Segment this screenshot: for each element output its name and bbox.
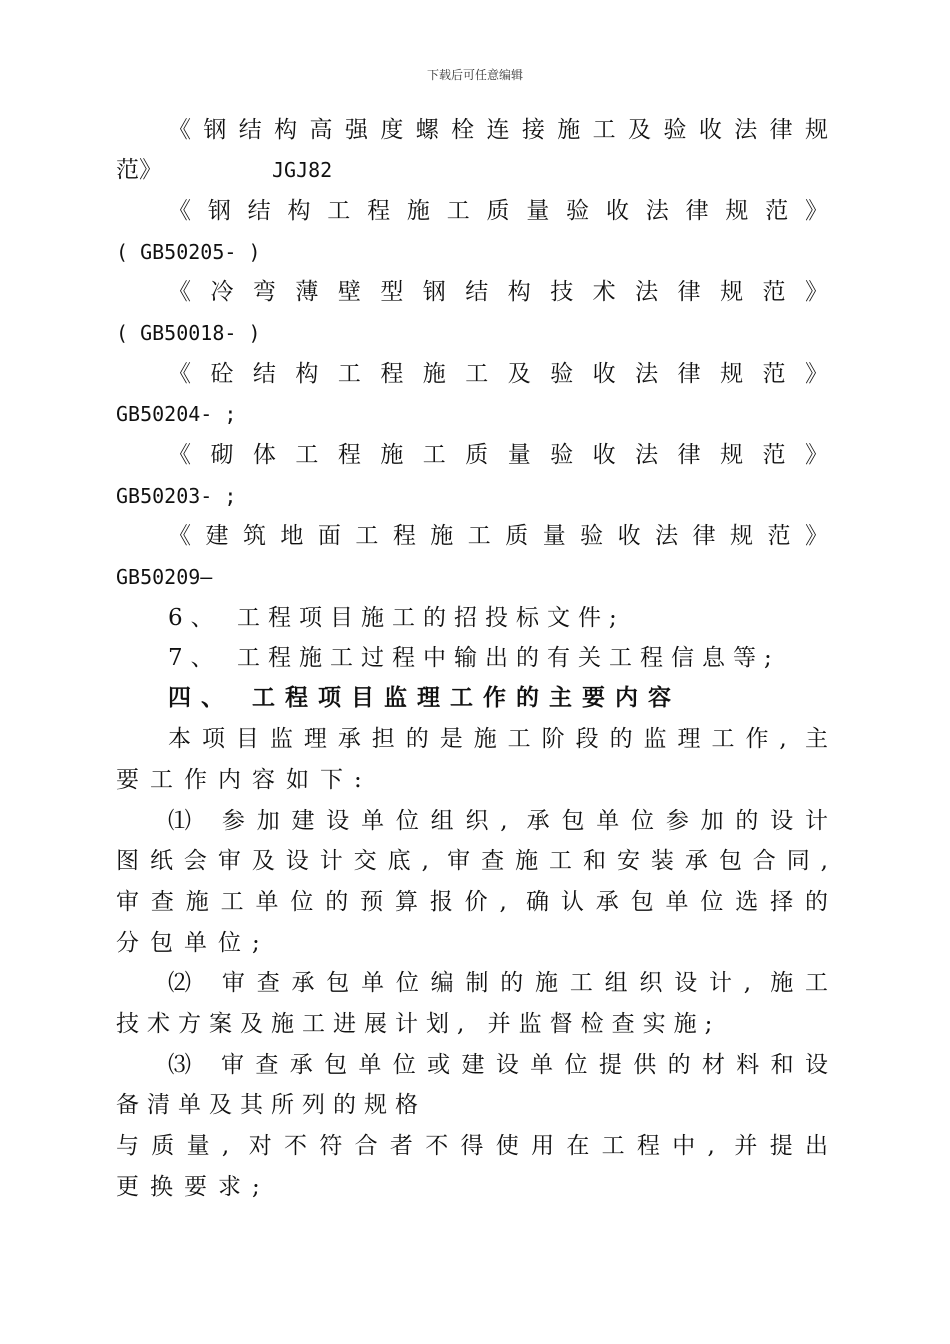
list-item: 6、 工程项目施工的招投标文件; xyxy=(168,605,625,631)
text-line: 《砌体工程施工质量验收法律规范》 xyxy=(168,442,828,468)
text-line: 技术方案及施工进展计划, 并监督检查实施; xyxy=(116,1011,721,1037)
list-item: 7、 工程施工过程中输出的有关工程信息等; xyxy=(168,645,780,671)
text-line: 分包单位; xyxy=(116,930,271,956)
text-line: ⑴ 参加建设单位组织, 承包单位参加的设计 xyxy=(168,808,828,834)
text-fragment: 范》 xyxy=(116,157,162,183)
text-line: 备清单及其所列的规格 xyxy=(116,1092,426,1118)
section-heading: 四、 工程项目监理工作的主要内容 xyxy=(168,685,682,711)
text-line: 审查施工单位的预算报价, 确认承包单位选择的 xyxy=(116,889,828,915)
text-line: ⑶ 审查承包单位或建设单位提供的材料和设 xyxy=(168,1052,828,1078)
standard-code: ( GB50205- ) xyxy=(116,240,261,264)
text-line: 《冷弯薄壁型钢结构技术法律规范》 xyxy=(168,279,828,305)
text-line: 《钢结构工程施工质量验收法律规范》 xyxy=(168,198,828,224)
standard-code: GB50203- ; xyxy=(116,484,237,508)
standard-code: JGJ82 xyxy=(272,158,333,182)
text-line: 更换要求; xyxy=(116,1174,271,1200)
page-header: 下载后可任意编辑 xyxy=(426,68,523,82)
text-line: 要工作内容如下: xyxy=(116,767,373,793)
text-line: 本项目监理承担的是施工阶段的监理工作, 主 xyxy=(168,726,828,752)
standard-code: ( GB50018- ) xyxy=(116,321,261,345)
text-line: ⑵ 审查承包单位编制的施工组织设计, 施工 xyxy=(168,970,828,996)
standard-code: GB50204- ; xyxy=(116,402,237,426)
text-line: 与质量, 对不符合者不得使用在工程中, 并提出 xyxy=(116,1133,828,1159)
text-line xyxy=(116,155,828,185)
text-line: 图纸会审及设计交底, 审查施工和安装承包合同, xyxy=(116,848,828,874)
standard-code: GB50209— xyxy=(116,565,213,589)
text-line: 《砼结构工程施工及验收法律规范》 xyxy=(168,361,828,387)
text-line: 《钢结构高强度螺栓连接施工及验收法律规 xyxy=(168,117,828,143)
text-line: 《建筑地面工程施工质量验收法律规范》 xyxy=(168,523,828,549)
